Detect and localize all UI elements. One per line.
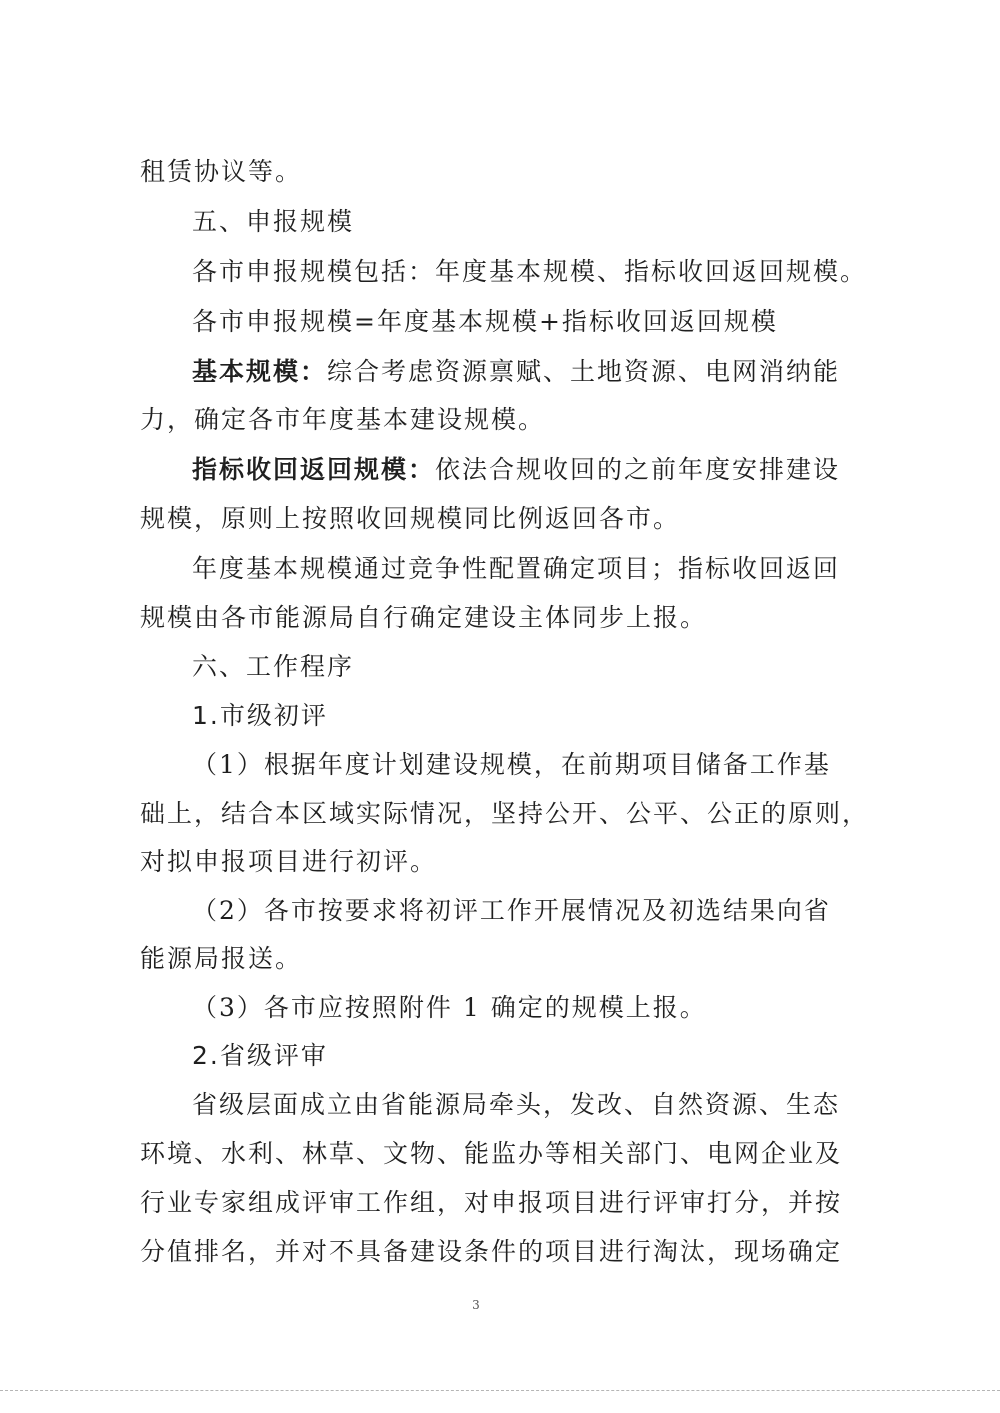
subsection-heading-1: 1.市级初评 xyxy=(192,701,328,730)
paragraph-line: 规模由各市能源局自行确定建设主体同步上报。 xyxy=(140,603,708,632)
paragraph-line: 分值排名，并对不具备建设条件的项目进行淘汰，现场确定 xyxy=(140,1237,843,1266)
paragraph-line: 行业专家组成评审工作组，对申报项目进行评审打分，并按 xyxy=(140,1188,843,1217)
paragraph-line xyxy=(192,356,841,388)
paragraph-line: 各市申报规模=年度基本规模+指标收回返回规模 xyxy=(192,307,778,336)
term-basic-scale-definition: 综合考虑资源禀赋、土地资源、电网消纳能 xyxy=(327,357,841,386)
section-heading-6: 六、工作程序 xyxy=(192,652,355,681)
paragraph-line: 省级层面成立由省能源局牵头，发改、自然资源、生态 xyxy=(192,1090,841,1119)
page-number: 3 xyxy=(472,1298,480,1312)
paragraph-line xyxy=(192,454,841,486)
paragraph-line: 各市申报规模包括：年度基本规模、指标收回返回规模。 xyxy=(192,257,868,286)
paragraph-line: 租赁协议等。 xyxy=(140,157,303,186)
paragraph-line: （3）各市应按照附件 1 确定的规模上报。 xyxy=(192,993,707,1022)
paragraph-line: 力，确定各市年度基本建设规模。 xyxy=(140,405,546,434)
paragraph-line: （1）根据年度计划建设规模，在前期项目储备工作基 xyxy=(192,750,831,779)
term-recovered-scale-definition: 依法合规收回的之前年度安排建设 xyxy=(435,455,841,484)
paragraph-line: 础上，结合本区域实际情况，坚持公开、公平、公正的原则， xyxy=(140,799,870,828)
paragraph-line: 环境、水利、林草、文物、能监办等相关部门、电网企业及 xyxy=(140,1139,843,1168)
section-heading-5: 五、申报规模 xyxy=(192,207,355,236)
paragraph-line: 年度基本规模通过竞争性配置确定项目；指标收回返回 xyxy=(192,554,841,583)
footer-divider xyxy=(0,1390,1000,1391)
paragraph-line: 规模，原则上按照收回规模同比例返回各市。 xyxy=(140,504,681,533)
subsection-heading-2: 2.省级评审 xyxy=(192,1041,328,1070)
paragraph-line: 对拟申报项目进行初评。 xyxy=(140,847,438,876)
term-basic-scale: 基本规模： xyxy=(192,357,328,386)
paragraph-line: 能源局报送。 xyxy=(140,944,303,973)
paragraph-line: （2）各市按要求将初评工作开展情况及初选结果向省 xyxy=(192,896,831,925)
term-recovered-scale: 指标收回返回规模： xyxy=(192,455,436,484)
